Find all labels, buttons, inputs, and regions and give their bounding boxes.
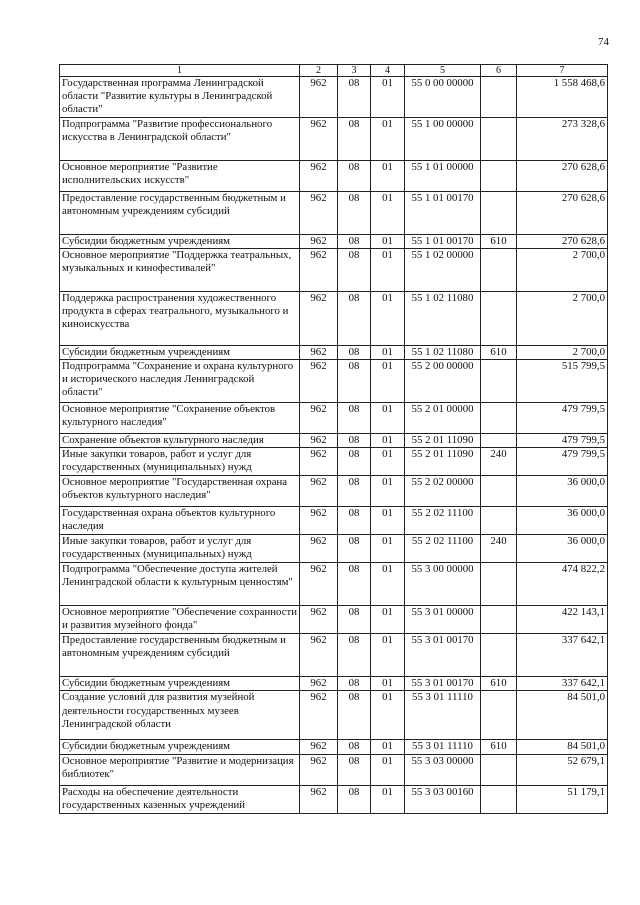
code-podrazdel-cell: 01: [371, 291, 405, 345]
header-row: [60, 65, 608, 77]
row-name-cell: Основное мероприятие "Поддержка театральных, музыкальных и кинофестивалей": [60, 248, 300, 291]
code-target-article-cell: 55 0 00 00000: [405, 77, 481, 118]
amount-cell: 422 143,1: [517, 606, 608, 634]
code-podrazdel-cell: 01: [371, 634, 405, 677]
row-name-cell: Субсидии бюджетным учреждениям: [60, 677, 300, 691]
code-glava-cell: 962: [300, 117, 338, 160]
code-razdel-cell: 08: [338, 785, 371, 813]
table-row: [60, 191, 608, 234]
row-name-cell: Основное мероприятие "Развитие исполнительских искусств": [60, 160, 300, 191]
code-expense-type-cell: 610: [481, 677, 517, 691]
code-razdel-cell: 08: [338, 677, 371, 691]
row-name-cell: Предоставление государственным бюджетным и автономным учреждениям субсидий: [60, 191, 300, 234]
table-row: [60, 117, 608, 160]
code-glava-cell: 962: [300, 606, 338, 634]
code-glava-cell: 962: [300, 740, 338, 754]
code-podrazdel-cell: 01: [371, 691, 405, 740]
amount-cell: 270 628,6: [517, 234, 608, 248]
amount-cell: 84 501,0: [517, 740, 608, 754]
code-razdel-cell: 08: [338, 634, 371, 677]
header-cell: 7: [517, 65, 608, 77]
code-target-article-cell: 55 1 01 00170: [405, 191, 481, 234]
code-glava-cell: 962: [300, 448, 338, 476]
code-target-article-cell: 55 1 02 11080: [405, 291, 481, 345]
header-cell: 3: [338, 65, 371, 77]
page-number: 74: [598, 36, 609, 48]
code-glava-cell: 962: [300, 234, 338, 248]
code-podrazdel-cell: 01: [371, 507, 405, 535]
code-target-article-cell: 55 2 01 11090: [405, 448, 481, 476]
code-expense-type-cell: 240: [481, 448, 517, 476]
header-cell: 5: [405, 65, 481, 77]
row-name-cell: Субсидии бюджетным учреждениям: [60, 234, 300, 248]
table-row: [60, 691, 608, 740]
table-row: [60, 754, 608, 785]
amount-cell: 479 799,5: [517, 448, 608, 476]
table-row: [60, 345, 608, 359]
code-razdel-cell: 08: [338, 291, 371, 345]
code-razdel-cell: 08: [338, 191, 371, 234]
code-target-article-cell: 55 2 01 00000: [405, 403, 481, 434]
code-expense-type-cell: 610: [481, 740, 517, 754]
amount-cell: 36 000,0: [517, 507, 608, 535]
row-name-cell: Подпрограмма "Обеспечение доступа жителей Ленинградской области к культурным ценностям": [60, 563, 300, 606]
code-expense-type-cell: [481, 476, 517, 507]
code-razdel-cell: 08: [338, 563, 371, 606]
amount-cell: 2 700,0: [517, 248, 608, 291]
code-target-article-cell: 55 2 00 00000: [405, 360, 481, 403]
code-target-article-cell: 55 2 02 00000: [405, 476, 481, 507]
amount-cell: 1 558 468,6: [517, 77, 608, 118]
row-name-cell: Сохранение объектов культурного наследия: [60, 434, 300, 448]
code-glava-cell: 962: [300, 403, 338, 434]
table-row: [60, 563, 608, 606]
row-name-cell: Иные закупки товаров, работ и услуг для государственных (муниципальных) нужд: [60, 448, 300, 476]
code-expense-type-cell: [481, 434, 517, 448]
code-expense-type-cell: [481, 691, 517, 740]
code-target-article-cell: 55 2 01 11090: [405, 434, 481, 448]
code-glava-cell: 962: [300, 507, 338, 535]
code-glava-cell: 962: [300, 535, 338, 563]
code-expense-type-cell: 610: [481, 345, 517, 359]
amount-cell: 474 822,2: [517, 563, 608, 606]
code-podrazdel-cell: 01: [371, 403, 405, 434]
amount-cell: 2 700,0: [517, 345, 608, 359]
amount-cell: 479 799,5: [517, 403, 608, 434]
code-podrazdel-cell: 01: [371, 77, 405, 118]
code-expense-type-cell: 240: [481, 535, 517, 563]
table-row: [60, 740, 608, 754]
code-razdel-cell: 08: [338, 691, 371, 740]
code-target-article-cell: 55 2 02 11100: [405, 535, 481, 563]
header-cell: 4: [371, 65, 405, 77]
table-row: [60, 448, 608, 476]
table-row: [60, 360, 608, 403]
code-podrazdel-cell: 01: [371, 360, 405, 403]
code-razdel-cell: 08: [338, 403, 371, 434]
code-target-article-cell: 55 1 01 00170: [405, 234, 481, 248]
table-row: [60, 77, 608, 118]
code-podrazdel-cell: 01: [371, 160, 405, 191]
row-name-cell: Основное мероприятие "Развитие и модернизация библиотек": [60, 754, 300, 785]
row-name-cell: Подпрограмма "Сохранение и охрана культурного и исторического наследия Ленинградской области": [60, 360, 300, 403]
code-glava-cell: 962: [300, 434, 338, 448]
code-target-article-cell: 55 1 02 11080: [405, 345, 481, 359]
code-razdel-cell: 08: [338, 434, 371, 448]
row-name-cell: Создание условий для развития музейной деятельности государственных музеев Ленинградской области: [60, 691, 300, 740]
code-target-article-cell: 55 1 01 00000: [405, 160, 481, 191]
code-expense-type-cell: [481, 754, 517, 785]
code-expense-type-cell: 610: [481, 234, 517, 248]
table-row: [60, 403, 608, 434]
code-expense-type-cell: [481, 403, 517, 434]
code-podrazdel-cell: 01: [371, 345, 405, 359]
amount-cell: 52 679,1: [517, 754, 608, 785]
row-name-cell: Субсидии бюджетным учреждениям: [60, 740, 300, 754]
code-expense-type-cell: [481, 563, 517, 606]
table-row: [60, 606, 608, 634]
code-glava-cell: 962: [300, 77, 338, 118]
amount-cell: 515 799,5: [517, 360, 608, 403]
row-name-cell: Подпрограмма "Развитие профессионального искусства в Ленинградской области": [60, 117, 300, 160]
code-podrazdel-cell: 01: [371, 740, 405, 754]
code-podrazdel-cell: 01: [371, 191, 405, 234]
table-row: [60, 677, 608, 691]
code-target-article-cell: 55 3 01 11110: [405, 691, 481, 740]
table-row: [60, 234, 608, 248]
code-glava-cell: 962: [300, 191, 338, 234]
code-podrazdel-cell: 01: [371, 448, 405, 476]
row-name-cell: Основное мероприятие "Сохранение объектов культурного наследия": [60, 403, 300, 434]
code-razdel-cell: 08: [338, 77, 371, 118]
code-razdel-cell: 08: [338, 535, 371, 563]
code-glava-cell: 962: [300, 248, 338, 291]
table-row: [60, 785, 608, 813]
table-row: [60, 434, 608, 448]
code-razdel-cell: 08: [338, 117, 371, 160]
code-expense-type-cell: [481, 507, 517, 535]
code-expense-type-cell: [481, 291, 517, 345]
table-row: [60, 476, 608, 507]
code-glava-cell: 962: [300, 634, 338, 677]
code-target-article-cell: 55 3 00 00000: [405, 563, 481, 606]
code-podrazdel-cell: 01: [371, 563, 405, 606]
code-expense-type-cell: [481, 117, 517, 160]
amount-cell: 337 642,1: [517, 677, 608, 691]
header-cell: 2: [300, 65, 338, 77]
amount-cell: 36 000,0: [517, 476, 608, 507]
code-target-article-cell: 55 1 02 00000: [405, 248, 481, 291]
code-target-article-cell: 55 3 01 00000: [405, 606, 481, 634]
row-name-cell: Государственная охрана объектов культурного наследия: [60, 507, 300, 535]
code-podrazdel-cell: 01: [371, 434, 405, 448]
amount-cell: 337 642,1: [517, 634, 608, 677]
amount-cell: 479 799,5: [517, 434, 608, 448]
code-target-article-cell: 55 1 00 00000: [405, 117, 481, 160]
code-target-article-cell: 55 2 02 11100: [405, 507, 481, 535]
code-glava-cell: 962: [300, 360, 338, 403]
code-target-article-cell: 55 3 01 00170: [405, 677, 481, 691]
code-target-article-cell: 55 3 03 00000: [405, 754, 481, 785]
header-cell: 6: [481, 65, 517, 77]
code-razdel-cell: 08: [338, 740, 371, 754]
code-podrazdel-cell: 01: [371, 476, 405, 507]
code-glava-cell: 962: [300, 345, 338, 359]
code-expense-type-cell: [481, 77, 517, 118]
row-name-cell: Государственная программа Ленинградской области "Развитие культуры в Ленинградской области": [60, 77, 300, 118]
code-target-article-cell: 55 3 01 00170: [405, 634, 481, 677]
code-podrazdel-cell: 01: [371, 677, 405, 691]
code-expense-type-cell: [481, 606, 517, 634]
code-expense-type-cell: [481, 191, 517, 234]
row-name-cell: Расходы на обеспечение деятельности государственных казенных учреждений: [60, 785, 300, 813]
amount-cell: 36 000,0: [517, 535, 608, 563]
row-name-cell: Предоставление государственным бюджетным и автономным учреждениям субсидий: [60, 634, 300, 677]
code-expense-type-cell: [481, 160, 517, 191]
row-name-cell: Субсидии бюджетным учреждениям: [60, 345, 300, 359]
code-podrazdel-cell: 01: [371, 234, 405, 248]
amount-cell: 84 501,0: [517, 691, 608, 740]
table-row: [60, 507, 608, 535]
amount-cell: 51 179,1: [517, 785, 608, 813]
code-razdel-cell: 08: [338, 448, 371, 476]
amount-cell: 270 628,6: [517, 160, 608, 191]
code-expense-type-cell: [481, 785, 517, 813]
code-razdel-cell: 08: [338, 248, 371, 291]
code-razdel-cell: 08: [338, 476, 371, 507]
code-razdel-cell: 08: [338, 606, 371, 634]
code-podrazdel-cell: 01: [371, 117, 405, 160]
amount-cell: 273 328,6: [517, 117, 608, 160]
table-row: [60, 248, 608, 291]
code-podrazdel-cell: 01: [371, 606, 405, 634]
code-razdel-cell: 08: [338, 507, 371, 535]
code-expense-type-cell: [481, 634, 517, 677]
table-row: [60, 535, 608, 563]
code-podrazdel-cell: 01: [371, 785, 405, 813]
code-podrazdel-cell: 01: [371, 754, 405, 785]
code-target-article-cell: 55 3 03 00160: [405, 785, 481, 813]
code-glava-cell: 962: [300, 563, 338, 606]
code-glava-cell: 962: [300, 291, 338, 345]
amount-cell: 270 628,6: [517, 191, 608, 234]
code-razdel-cell: 08: [338, 345, 371, 359]
code-podrazdel-cell: 01: [371, 248, 405, 291]
amount-cell: 2 700,0: [517, 291, 608, 345]
code-glava-cell: 962: [300, 785, 338, 813]
row-name-cell: Основное мероприятие "Государственная охрана объектов культурного наследия": [60, 476, 300, 507]
code-podrazdel-cell: 01: [371, 535, 405, 563]
budget-table: [59, 64, 608, 814]
code-razdel-cell: 08: [338, 360, 371, 403]
header-cell: 1: [60, 65, 300, 77]
code-target-article-cell: 55 3 01 11110: [405, 740, 481, 754]
table-row: [60, 160, 608, 191]
code-razdel-cell: 08: [338, 160, 371, 191]
code-expense-type-cell: [481, 248, 517, 291]
code-razdel-cell: 08: [338, 754, 371, 785]
table-row: [60, 291, 608, 345]
table-row: [60, 634, 608, 677]
code-glava-cell: 962: [300, 691, 338, 740]
row-name-cell: Поддержка распространения художественного продукта в сферах театрального, музыкального и киноискусства: [60, 291, 300, 345]
code-expense-type-cell: [481, 360, 517, 403]
code-glava-cell: 962: [300, 754, 338, 785]
row-name-cell: Иные закупки товаров, работ и услуг для государственных (муниципальных) нужд: [60, 535, 300, 563]
code-razdel-cell: 08: [338, 234, 371, 248]
code-glava-cell: 962: [300, 476, 338, 507]
code-glava-cell: 962: [300, 160, 338, 191]
code-glava-cell: 962: [300, 677, 338, 691]
row-name-cell: Основное мероприятие "Обеспечение сохранности и развития музейного фонда": [60, 606, 300, 634]
